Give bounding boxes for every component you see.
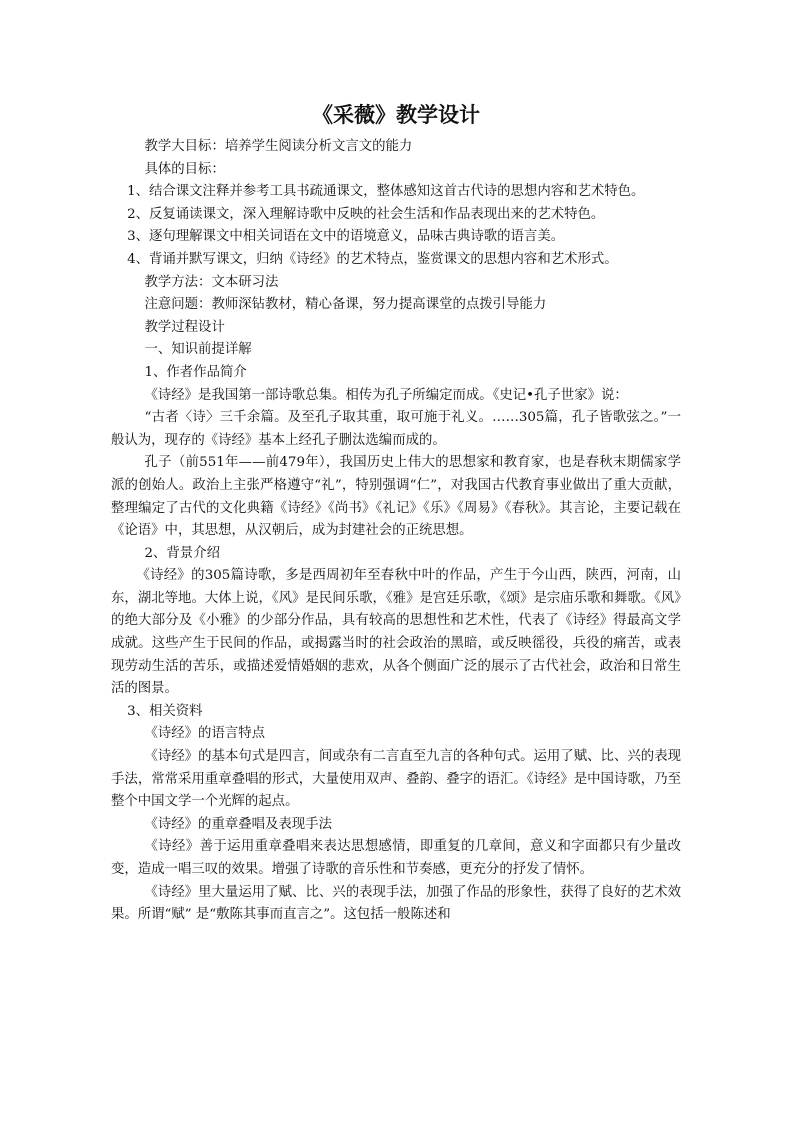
language-features-heading: 《诗经》的语言特点 xyxy=(144,726,266,742)
repetition-heading: 《诗经》的重章叠唱及表现手法 xyxy=(144,816,332,832)
subsection-heading-2: 2、背景介绍 xyxy=(144,545,220,561)
specific-goals-heading: 具体的目标： xyxy=(144,161,225,177)
paragraph-language-features: 《诗经》的基本句式是四言，间或杂有二言直至九言的各种句式。运用了赋、比、兴的表现手法，常常采用重章叠唱的形式，大量使用双声、叠韵、叠字的语汇。《诗经》是中国诗歌，乃至整个中国文学一个光辉的起点。 xyxy=(111,749,681,810)
teaching-goal: 教学大目标：培养学生阅读分析文言文的能力 xyxy=(144,139,413,154)
subsection-heading-3: 3、相关资料 xyxy=(127,703,203,719)
document-title: 《采薇》教学设计 xyxy=(312,103,480,127)
goal-item-1: 1、结合课文注释并参考工具书疏通课文，整体感知这首古代诗的思想内容和艺术特色。 xyxy=(127,184,645,200)
goal-item-2: 2、反复诵读课文，深入理解诗歌中反映的社会生活和作品表现出来的艺术特色。 xyxy=(127,206,605,222)
goal-item-3: 3、逐句理解课文中相关词语在文中的语境意义，品味古典诗歌的语言美。 xyxy=(127,229,565,245)
document-page xyxy=(111,100,681,927)
goal-item-4: 4、背诵并默写课文，归纳《诗经》的艺术特点，鉴赏课文的思想内容和艺术形式。 xyxy=(127,251,618,267)
paragraph-confucius: 孔子（前551年——前479年），我国历史上伟大的思想家和教育家，也是春秋末期儒家学派的创始人。政治上主张严格遵守“礼”，特别强调“仁”，对我国古代教育事业做出了重大贡献，整理编定了古代的文化典籍《诗经》《尚书》《礼记》《乐》《周易》《春秋》。其言论，主要记载在《论语》中，其思想，从汉朝后，成为封建社会的正统思想。 xyxy=(111,455,681,539)
section-heading-1: 一、知识前提详解 xyxy=(144,342,252,358)
process-heading: 教学过程设计 xyxy=(144,319,225,335)
paragraph-shiji-quote: “古者〈诗〉三千余篇。及至孔子取其重，取可施于礼义。……305篇，孔子皆歌弦之。”一般认为，现存的《诗经》基本上经孔子删汰选编而成的。 xyxy=(111,410,681,448)
paragraph-fu-bi-xing: 《诗经》里大量运用了赋、比、兴的表现手法，加强了作品的形象性，获得了良好的艺术效果。所谓“赋” 是“敷陈其事而直言之”。这包括一般陈述和 xyxy=(111,884,681,923)
paragraph-shijing-intro: 《诗经》是我国第一部诗歌总集。相传为孔子所编定而成。《史记•孔子世家》说： xyxy=(144,387,628,403)
paragraph-repetition: 《诗经》善于运用重章叠唱来表达思想感情，即重复的几章间，意义和字面都只有少量改变，造成一唱三叹的效果。增强了诗歌的音乐性和节奏感，更充分的抒发了情怀。 xyxy=(111,839,681,877)
teaching-method: 教学方法：文本研习法 xyxy=(144,274,279,290)
attention-note: 注意问题：教师深钻教材，精心备课，努力提高课堂的点拨引导能力 xyxy=(144,297,547,313)
subsection-heading-1: 1、作者作品简介 xyxy=(144,364,247,380)
paragraph-background: 《诗经》的305篇诗歌，多是西周初年至春秋中叶的作品，产生于今山西，陕西，河南，山东，湖北等地。大体上说，《风》是民间乐歌，《雅》是宫廷乐歌，《颂》是宗庙乐歌和舞歌。《风》的绝大部分及《小雅》的少部分作品，具有较高的思想性和艺术性，代表了《诗经》得最高文学成就。这些产生于民间的作品，或揭露当时的社会政治的黑暗，或反映徭役，兵役的痛苦，或表现劳动生活的苦乐，或描述爱情婚姻的悲欢，从各个侧面广泛的展示了古代社会，政治和日常生活的图景。 xyxy=(111,568,681,697)
